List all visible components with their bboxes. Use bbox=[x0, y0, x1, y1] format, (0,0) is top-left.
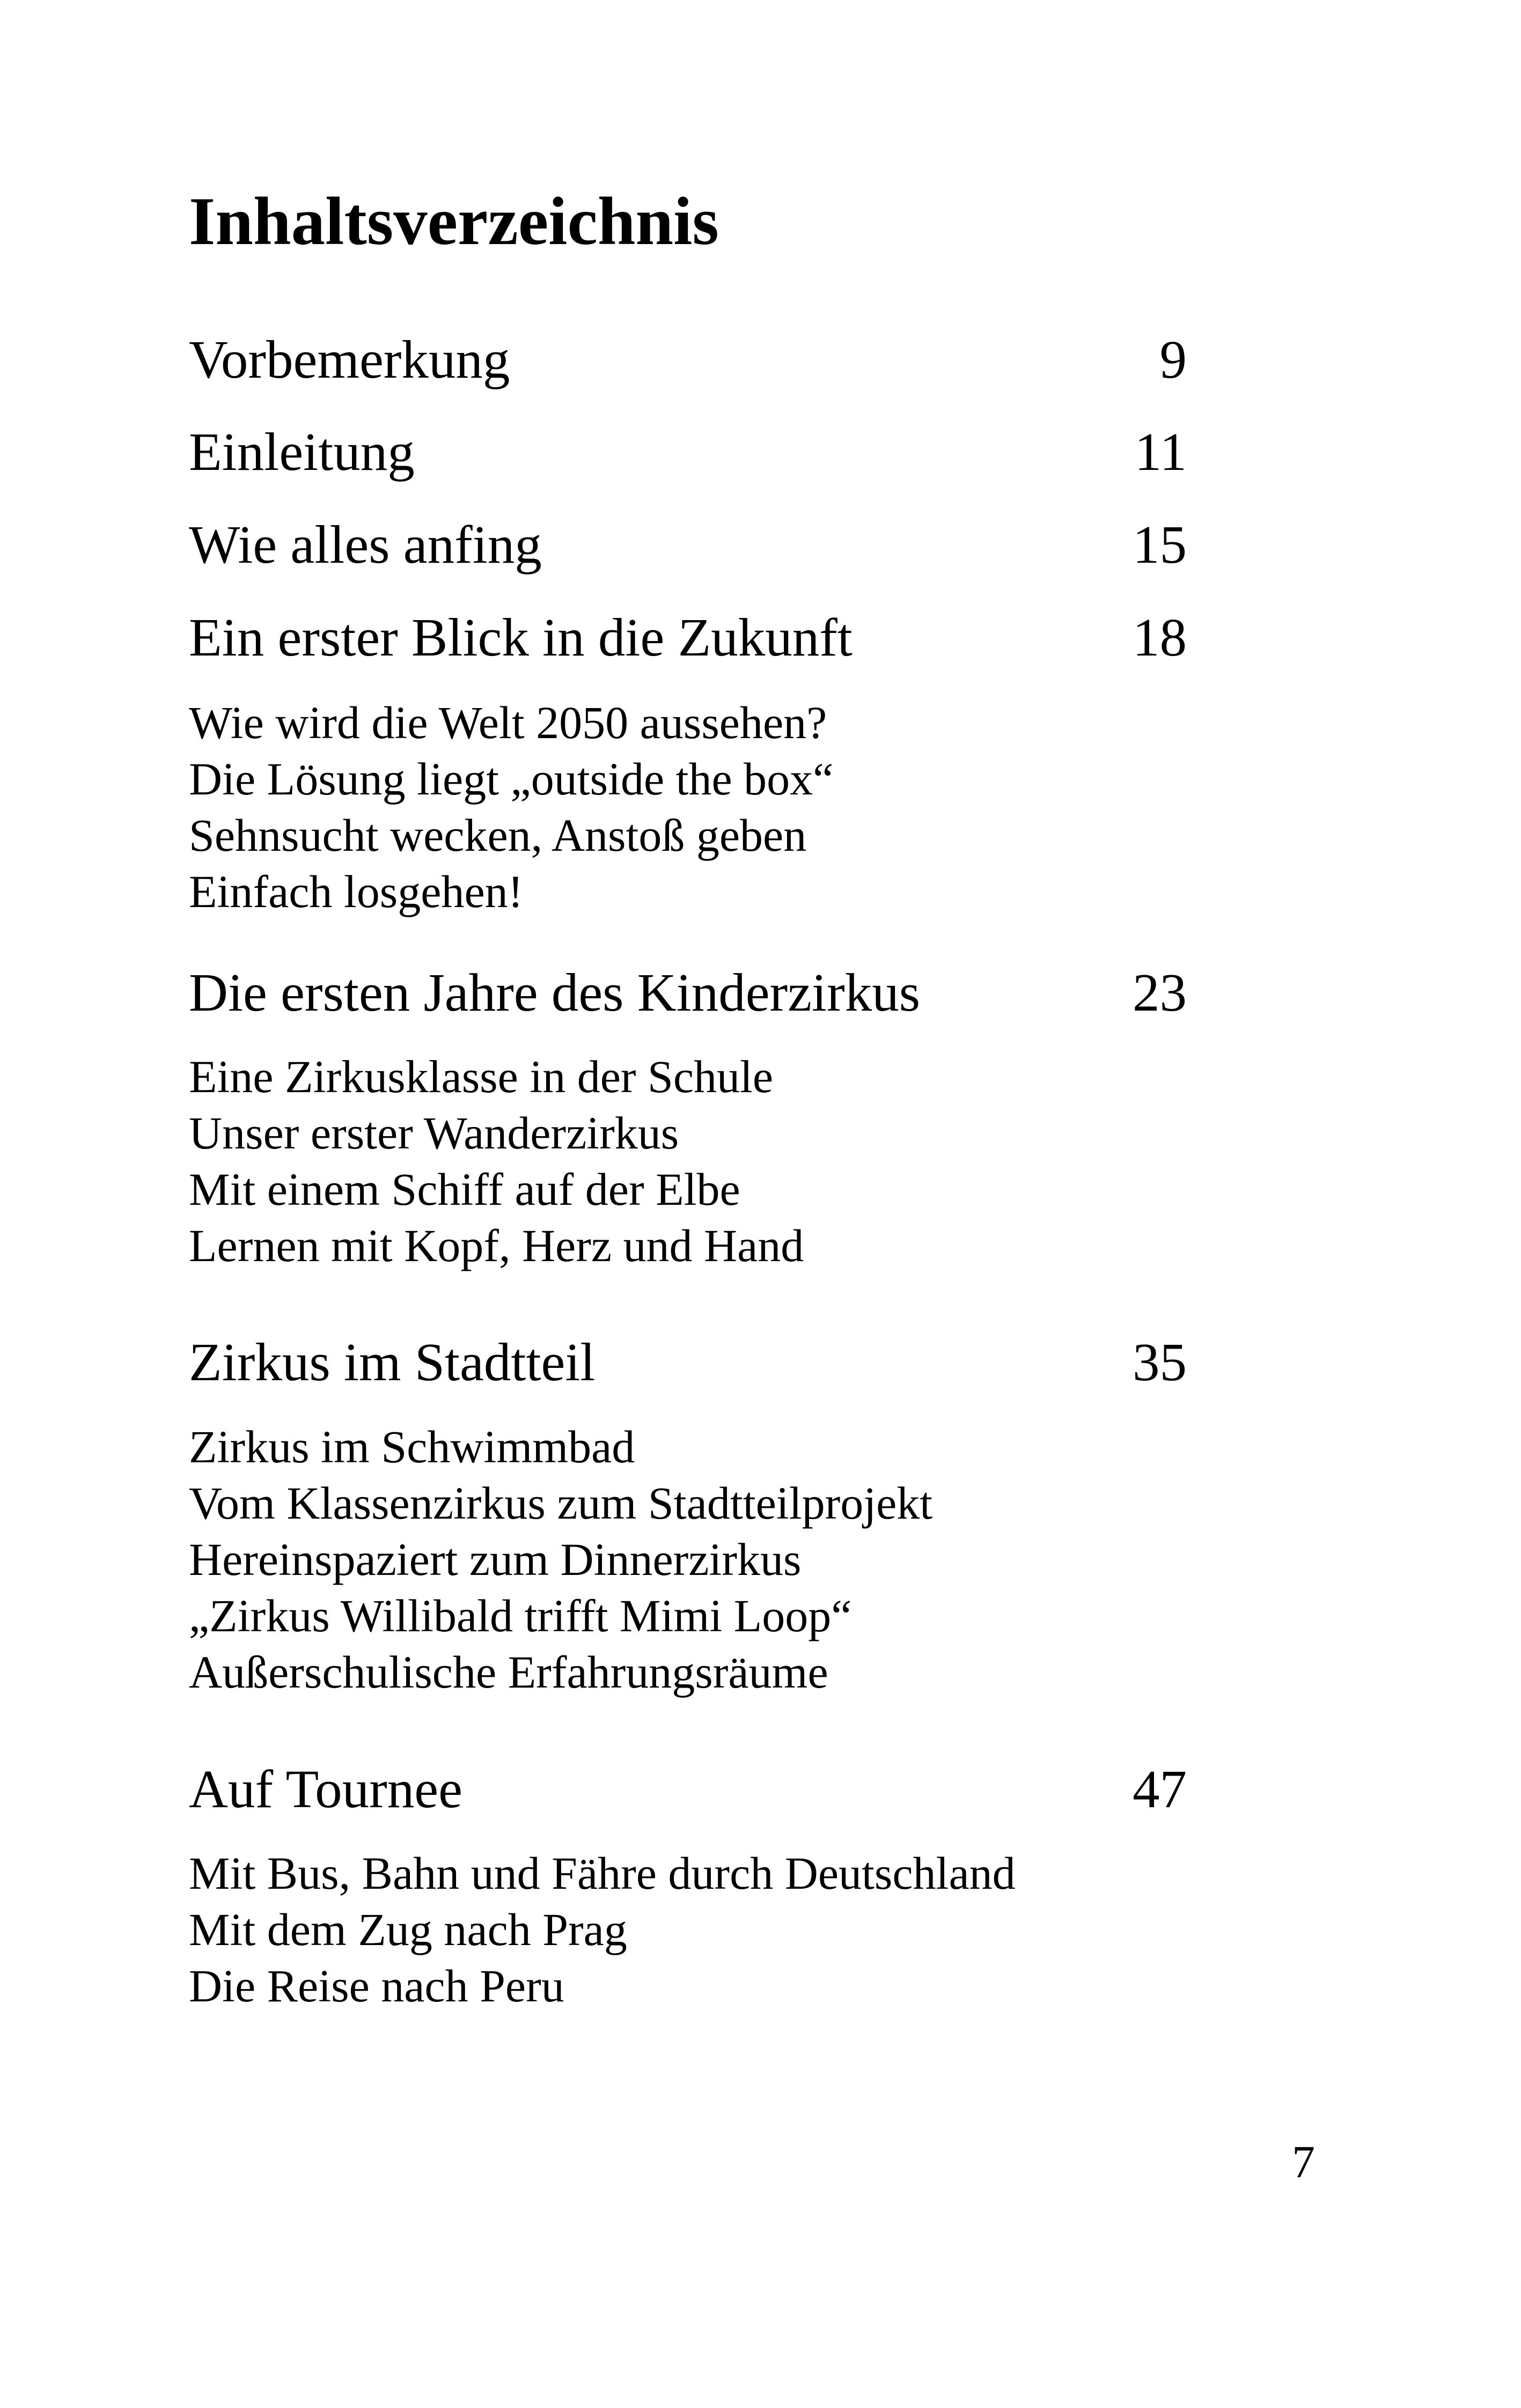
toc-entry-title: Zirkus im Stadtteil bbox=[189, 1332, 596, 1392]
toc-entry-title: Vorbemerkung bbox=[189, 329, 510, 389]
toc-entry-erster-blick bbox=[189, 608, 1187, 667]
toc-subentry: Hereinspaziert zum Dinnerzirkus bbox=[189, 1534, 802, 1585]
toc-subentry: Mit einem Schiff auf der Elbe bbox=[189, 1164, 740, 1215]
toc-entry-page: 35 bbox=[1133, 1332, 1187, 1392]
toc-entry-zirkus-im-stadtteil bbox=[189, 1332, 1187, 1391]
toc-entry-page: 11 bbox=[1134, 422, 1187, 482]
toc-subentry: Zirkus im Schwimmbad bbox=[189, 1421, 635, 1472]
toc-subentry: Die Lösung liegt „outside the box“ bbox=[189, 753, 834, 805]
toc-subentry: Lernen mit Kopf, Herz und Hand bbox=[189, 1220, 804, 1271]
toc-entry-erste-jahre bbox=[189, 963, 1187, 1022]
toc-entry-page: 9 bbox=[1159, 329, 1187, 389]
toc-subentries bbox=[189, 1049, 804, 1274]
toc-entry-page: 18 bbox=[1133, 607, 1187, 667]
toc-entry-auf-tournee bbox=[189, 1759, 1187, 1818]
toc-entry-page: 47 bbox=[1133, 1759, 1187, 1819]
toc-entry-wie-alles-anfing bbox=[189, 515, 1187, 574]
toc-subentry: Vom Klassenzirkus zum Stadtteilprojekt bbox=[189, 1477, 933, 1529]
page-title: Inhaltsverzeichnis bbox=[189, 184, 719, 259]
toc-subentry: Mit Bus, Bahn und Fähre durch Deutschland bbox=[189, 1847, 1016, 1899]
toc-entry-title: Ein erster Blick in die Zukunft bbox=[189, 607, 853, 667]
toc-entry-title: Wie alles anfing bbox=[189, 514, 542, 575]
toc-subentry: Einfach losgehen! bbox=[189, 866, 524, 917]
toc-subentries bbox=[189, 695, 833, 920]
toc-entry-vorbemerkung bbox=[189, 330, 1187, 389]
toc-subentry: Eine Zirkusklasse in der Schule bbox=[189, 1051, 774, 1102]
toc-entry-title: Die ersten Jahre des Kinderzirkus bbox=[189, 962, 921, 1022]
toc-entry-page: 23 bbox=[1133, 962, 1187, 1022]
toc-subentry: Die Reise nach Peru bbox=[189, 1960, 564, 2012]
toc-entry-einleitung bbox=[189, 422, 1187, 481]
page-number: 7 bbox=[1292, 2136, 1315, 2188]
toc-entry-title: Einleitung bbox=[189, 422, 415, 482]
toc-subentry: Unser erster Wanderzirkus bbox=[189, 1107, 679, 1159]
toc-subentry: Außerschulische Erfahrungsräume bbox=[189, 1646, 828, 1698]
toc-entry-title: Auf Tournee bbox=[189, 1759, 462, 1819]
toc-subentry: Wie wird die Welt 2050 aussehen? bbox=[189, 697, 827, 748]
toc-subentry: Sehnsucht wecken, Anstoß geben bbox=[189, 809, 807, 861]
toc-subentries bbox=[189, 1419, 932, 1700]
toc-subentry: Mit dem Zug nach Prag bbox=[189, 1904, 627, 1955]
toc-subentries bbox=[189, 1845, 1016, 2014]
toc-entry-page: 15 bbox=[1133, 514, 1187, 575]
toc-subentry: „Zirkus Willibald trifft Mimi Loop“ bbox=[189, 1590, 852, 1641]
